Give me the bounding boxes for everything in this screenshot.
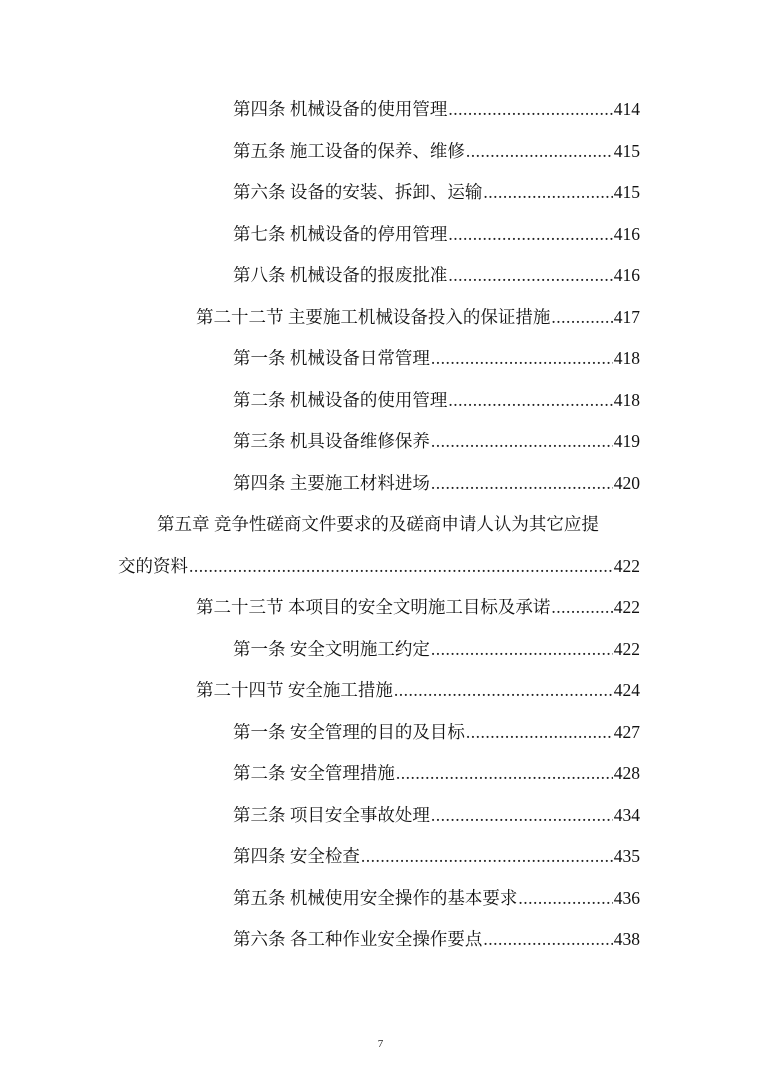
toc-page-number: 436 [613, 887, 640, 908]
toc-entry-title: 第二条 机械设备的使用管理 [233, 389, 448, 410]
toc-page-number: 438 [613, 929, 640, 949]
toc-entry[interactable] [233, 338, 640, 380]
toc-entry[interactable] [233, 753, 640, 795]
toc-chapter-entry[interactable] [157, 504, 640, 546]
toc-section-entry[interactable] [196, 297, 640, 339]
toc-entry-title: 第五条 机械使用安全操作的基本要求 [233, 887, 518, 908]
toc-entry[interactable] [233, 172, 640, 214]
toc-entry-title: 第三条 机具设备维修保养 [233, 431, 430, 451]
toc-chapter-title-cont: 交的资料 [118, 555, 188, 576]
toc-page-number: 427 [613, 721, 640, 742]
dot-leader [448, 89, 612, 131]
toc-entry-title: 第五条 施工设备的保养、维修 [233, 140, 465, 161]
toc-entry-title: 第七条 机械设备的停用管理 [233, 223, 448, 244]
toc-page-number: 422 [613, 555, 640, 576]
dot-leader [361, 836, 613, 878]
toc-entry[interactable] [233, 255, 640, 297]
page-number-footer: 7 [377, 1038, 384, 1050]
toc-entry-title: 第四条 安全检查 [233, 846, 360, 866]
toc-entry-title: 第三条 项目安全事故处理 [233, 804, 430, 825]
toc-entry[interactable] [233, 629, 640, 671]
toc-page-number: 422 [613, 638, 640, 659]
toc-entry-title: 第二十二节 主要施工机械设备投入的保证措施 [196, 306, 551, 327]
toc-entry-title: 第二十三节 本项目的安全文明施工目标及承诺 [196, 597, 551, 617]
toc-section-entry[interactable] [196, 670, 640, 712]
toc-page-number: 422 [613, 597, 640, 617]
toc-page-number: 416 [613, 265, 640, 285]
toc-page-number: 418 [613, 348, 640, 368]
toc-entry[interactable] [233, 380, 640, 422]
toc-entry[interactable] [233, 836, 640, 878]
dot-leader [431, 795, 613, 837]
toc-page-number: 424 [613, 680, 640, 700]
toc-entry-title: 第一条 安全文明施工约定 [233, 638, 430, 659]
dot-leader [394, 670, 613, 712]
toc-entry-title: 第一条 机械设备日常管理 [233, 348, 430, 368]
dot-leader [551, 297, 612, 339]
toc-section-entry[interactable] [196, 587, 640, 629]
dot-leader [483, 919, 612, 961]
dot-leader [448, 255, 612, 297]
toc-page-number: 415 [613, 182, 640, 202]
toc-entry-title: 第八条 机械设备的报废批准 [233, 265, 448, 285]
dot-leader [431, 421, 613, 463]
dot-leader [551, 587, 612, 629]
toc-entry-title: 第四条 主要施工材料进场 [233, 472, 430, 493]
dot-leader [396, 753, 613, 795]
toc-entry-title: 第二十四节 安全施工措施 [196, 680, 393, 700]
dot-leader [483, 172, 612, 214]
dot-leader [448, 214, 612, 256]
toc-page-number: 418 [613, 389, 640, 410]
toc-entry-title: 第一条 安全管理的目的及目标 [233, 721, 465, 742]
dot-leader [431, 338, 613, 380]
toc-entry[interactable] [233, 795, 640, 837]
toc-entry[interactable] [233, 878, 640, 920]
toc-entry[interactable] [233, 421, 640, 463]
toc-chapter-entry-continuation[interactable] [118, 546, 640, 588]
table-of-contents [0, 89, 761, 961]
dot-leader [518, 878, 612, 920]
toc-page-number: 416 [613, 223, 640, 244]
toc-page-number: 419 [613, 431, 640, 451]
dot-leader [466, 712, 613, 754]
toc-page-number: 415 [613, 140, 640, 161]
toc-entry[interactable] [233, 214, 640, 256]
toc-entry-title: 第四条 机械设备的使用管理 [233, 99, 448, 119]
toc-entry[interactable] [233, 712, 640, 754]
toc-chapter-title: 第五章 竞争性磋商文件要求的及磋商申请人认为其它应提 [157, 514, 599, 534]
toc-entry[interactable] [233, 89, 640, 131]
dot-leader [189, 546, 613, 588]
toc-entry-title: 第六条 各工种作业安全操作要点 [233, 929, 483, 949]
dot-leader [466, 131, 613, 173]
toc-entry[interactable] [233, 131, 640, 173]
toc-entry[interactable] [233, 919, 640, 961]
toc-page-number: 428 [613, 763, 640, 783]
toc-entry[interactable] [233, 463, 640, 505]
toc-page-number: 434 [613, 804, 640, 825]
dot-leader [431, 629, 613, 671]
dot-leader [448, 380, 612, 422]
toc-page-number: 417 [613, 306, 640, 327]
toc-page-number: 435 [613, 846, 640, 866]
toc-entry-title: 第二条 安全管理措施 [233, 763, 395, 783]
toc-page-number: 414 [613, 99, 640, 119]
toc-entry-title: 第六条 设备的安装、拆卸、运输 [233, 182, 483, 202]
toc-page-number: 420 [613, 472, 640, 493]
dot-leader [431, 463, 613, 505]
